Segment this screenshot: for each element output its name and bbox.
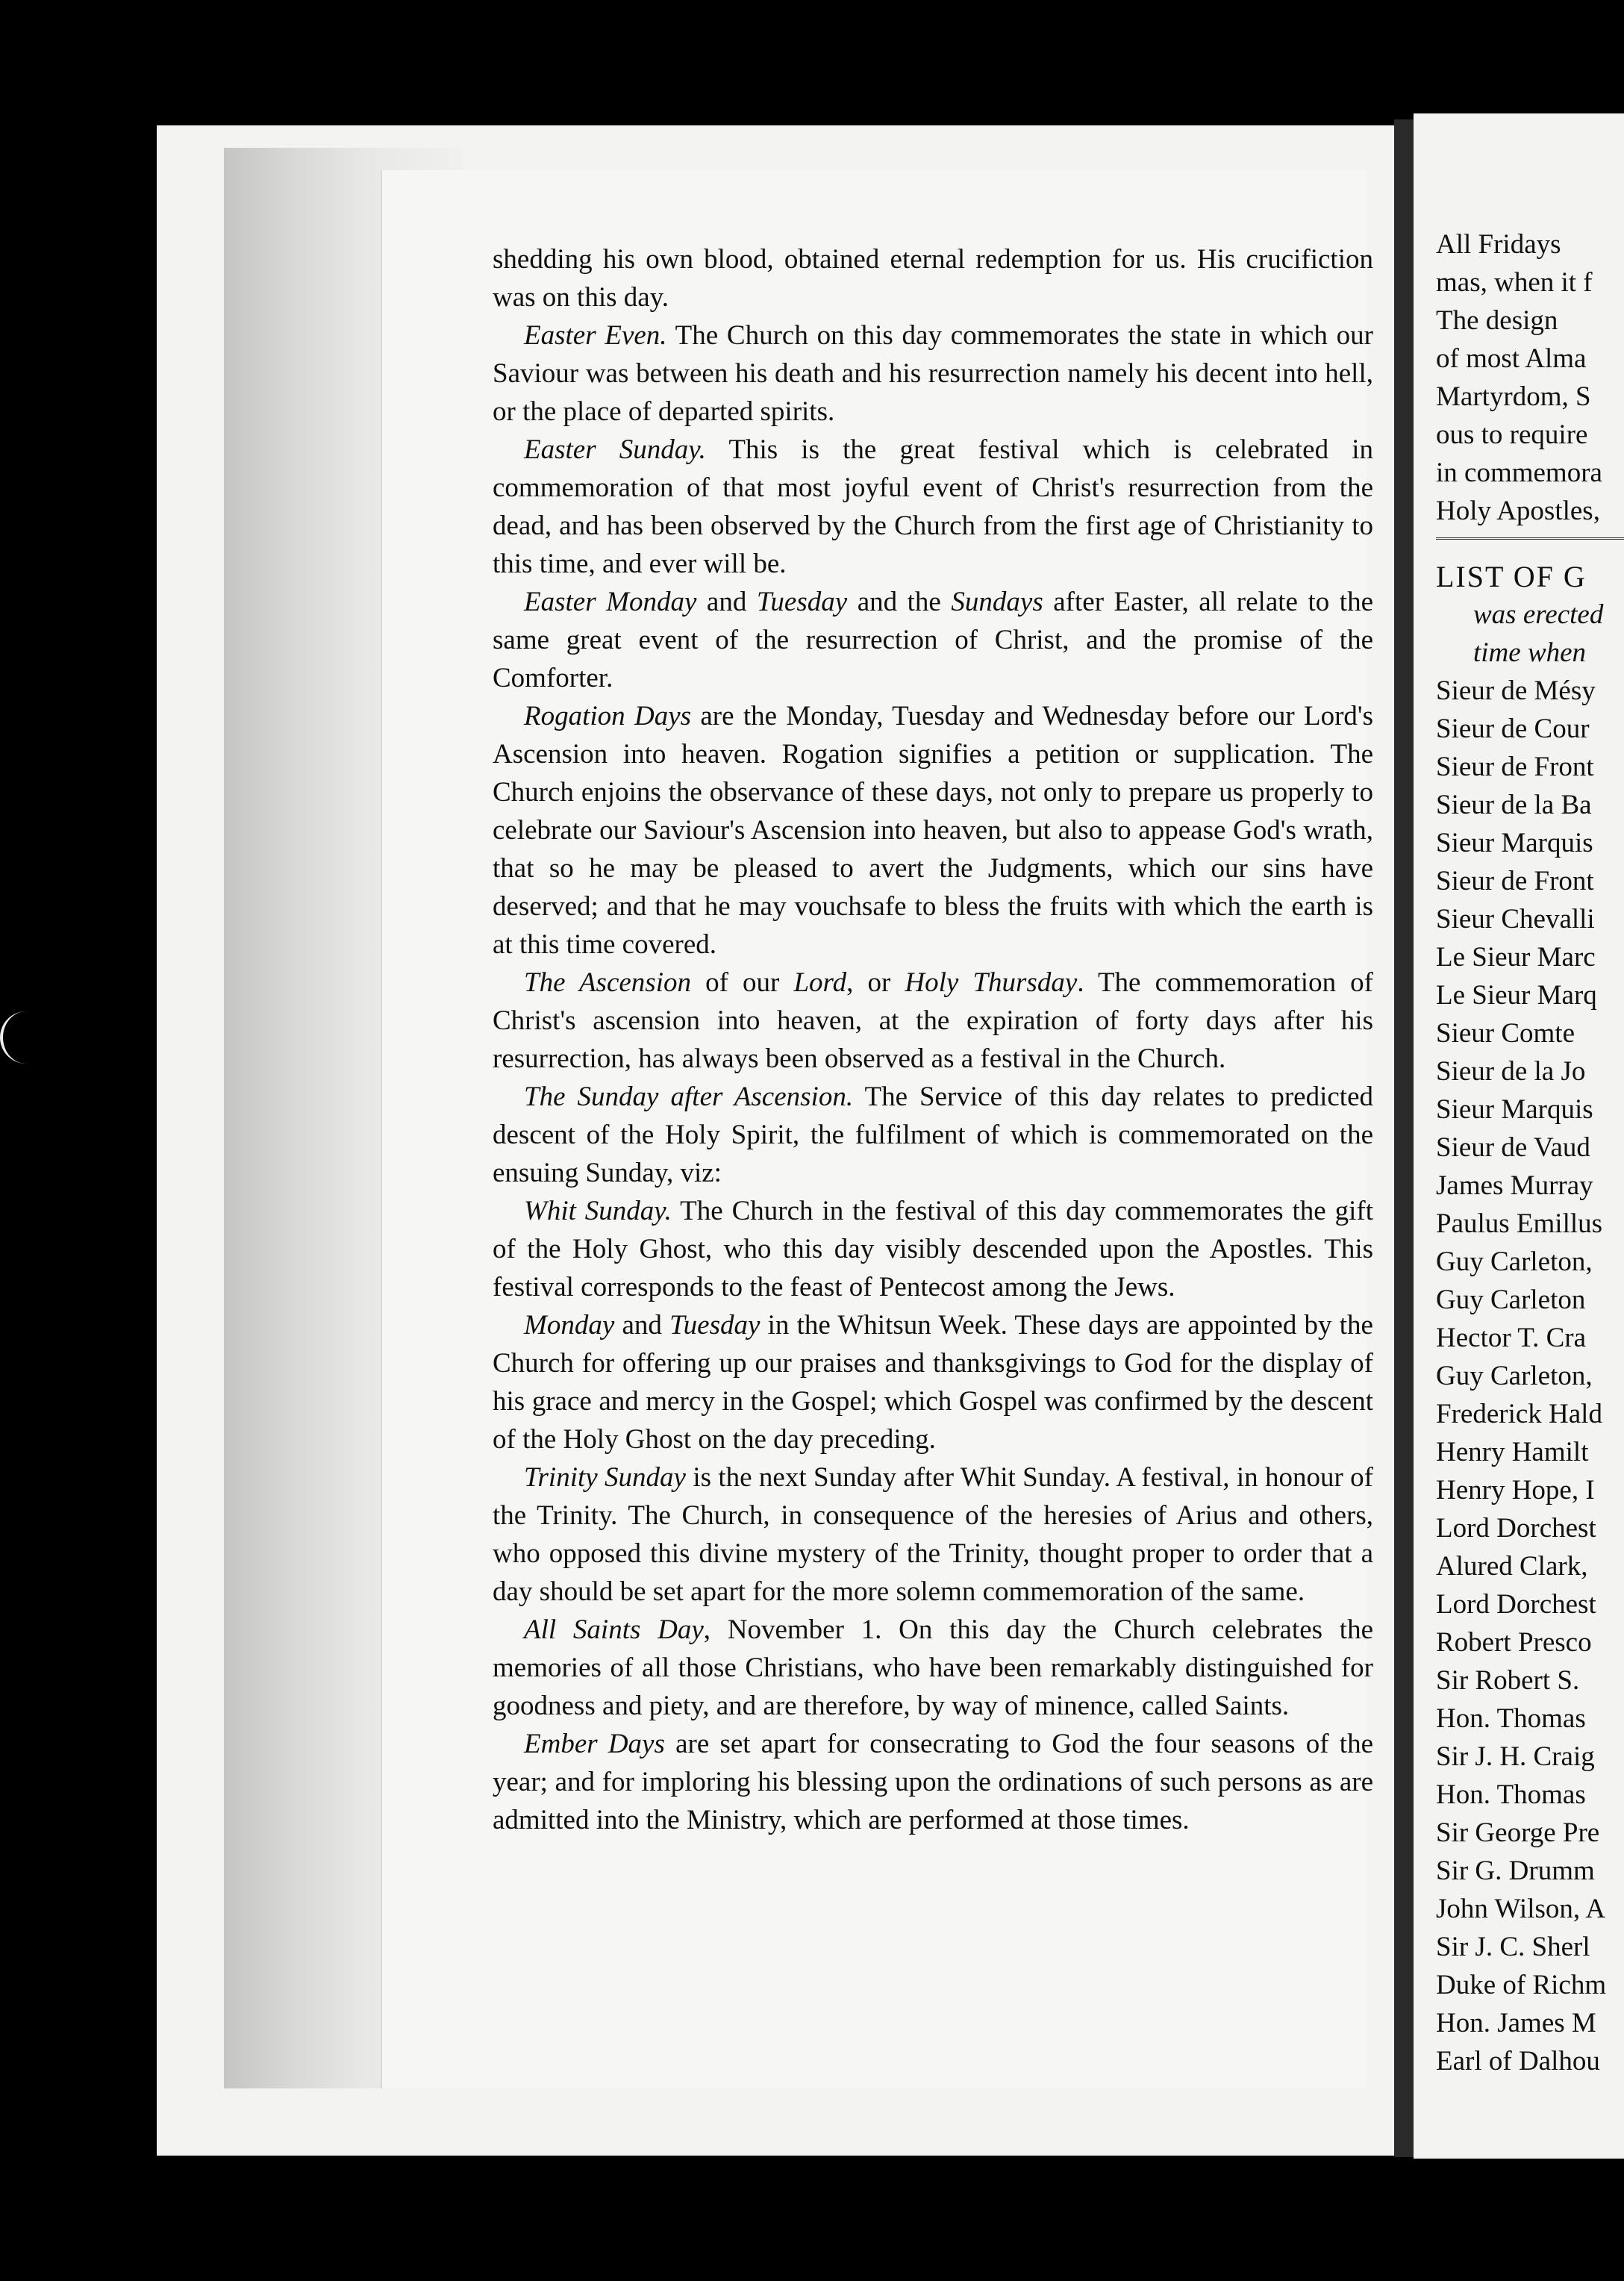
italic-term: The Sunday after Ascension. bbox=[524, 1082, 854, 1112]
list-heading: LIST OF G bbox=[1436, 560, 1587, 593]
right-page bbox=[1414, 113, 1624, 2159]
truncated-line: All Fridays bbox=[1436, 229, 1561, 260]
paragraph bbox=[493, 1725, 1373, 1839]
governor-name: Sieur de Front bbox=[1436, 752, 1594, 782]
governor-name: Le Sieur Marc bbox=[1436, 942, 1596, 973]
paragraph bbox=[493, 1458, 1373, 1611]
paragraph bbox=[493, 964, 1373, 1078]
governor-name: Sieur de Front bbox=[1436, 866, 1594, 896]
text-run: , or bbox=[846, 967, 905, 998]
governor-name: Sieur de la Ba bbox=[1436, 790, 1592, 820]
governor-name: Guy Carleton, bbox=[1436, 1246, 1593, 1277]
governor-name: Sir G. Drumm bbox=[1436, 1856, 1595, 1886]
governor-name: Le Sieur Marq bbox=[1436, 980, 1597, 1011]
governor-name: Paulus Emillus bbox=[1436, 1208, 1603, 1239]
text-run: The Church on this day commemorates the state in which our Saviour was between his death and his resurrection namely his decent into hell, or the place of departed spirits. bbox=[493, 320, 1373, 427]
governor-name: Hon. Thomas bbox=[1436, 1779, 1586, 1810]
right-page-text bbox=[1436, 225, 1624, 2080]
italic-term: Whit Sunday. bbox=[524, 1196, 672, 1226]
book-gutter bbox=[1394, 119, 1414, 2157]
left-page-text bbox=[493, 240, 1373, 1839]
italic-term: Lord bbox=[793, 967, 847, 998]
text-run: This is the great festival which is celebrated in commemoration of that most joyful event of Christ's resurrection from the dead, and has been observed by the Church from the first age of Christianity to this time, and ever will be. bbox=[493, 434, 1373, 579]
truncated-line: of most Alma bbox=[1436, 343, 1587, 374]
governor-name: Sieur de Cour bbox=[1436, 714, 1590, 744]
governor-name: Henry Hamilt bbox=[1436, 1437, 1589, 1467]
text-run: of our bbox=[690, 967, 794, 998]
list-subheading: time when bbox=[1473, 637, 1587, 668]
truncated-line: ous to require bbox=[1436, 419, 1588, 450]
text-run: The Service of this day relates to predicted descent of the Holy Spirit, the fulfilment of which is commemorated on the ensuing Sunday, viz: bbox=[493, 1082, 1373, 1188]
italic-term: Monday bbox=[524, 1310, 615, 1341]
italic-term: The Ascension bbox=[524, 967, 691, 998]
paragraph bbox=[493, 1192, 1373, 1306]
italic-term: Easter Sunday. bbox=[524, 434, 706, 465]
truncated-line: mas, when it f bbox=[1436, 267, 1593, 298]
italic-term: Rogation Days bbox=[524, 701, 692, 731]
governor-name: Sir J. C. Sherl bbox=[1436, 1932, 1590, 1962]
paragraph bbox=[493, 1306, 1373, 1458]
governor-name: John Wilson, A bbox=[1436, 1894, 1606, 1924]
text-run: and bbox=[696, 587, 757, 617]
paragraph bbox=[493, 316, 1373, 431]
governor-name: Sieur Marquis bbox=[1436, 1094, 1593, 1125]
governor-name: Alured Clark, bbox=[1436, 1551, 1588, 1582]
governor-name: Sieur Marquis bbox=[1436, 828, 1593, 858]
list-subheading: was erected bbox=[1473, 599, 1604, 630]
governor-name: Sir Robert S. bbox=[1436, 1665, 1580, 1696]
text-run: . The commemoration of Christ's ascension into heaven, at the expiration of forty days after his resurrection, has always been observed as a festival in the Church. bbox=[493, 967, 1374, 1074]
text-run: after Easter, all relate to the same great event of the resurrection of Christ, and the promise of the Comforter. bbox=[493, 587, 1373, 693]
governor-name: Frederick Hald bbox=[1436, 1399, 1602, 1429]
paragraph bbox=[493, 583, 1373, 697]
text-run: are set apart for consecrating to God the four seasons of the year; and for imploring his blessing upon the ordinations of such persons as are admitted into the Ministry, which are performed at those times. bbox=[493, 1729, 1374, 1835]
ornamental-rule bbox=[1436, 537, 1624, 547]
governor-name: Guy Carleton bbox=[1436, 1285, 1586, 1315]
governor-name: Sieur de Mésy bbox=[1436, 675, 1596, 706]
text-run: in the Whitsun Week. These days are appointed by the Church for offering up our praises and thanksgivings to God for the display of his grace and mercy in the Gospel; which Gospel was confirmed by the descent of the Holy Ghost on the day preceding. bbox=[493, 1310, 1373, 1455]
truncated-line: in commemora bbox=[1436, 458, 1602, 488]
italic-term: All Saints Day bbox=[524, 1614, 704, 1645]
italic-term: Easter Monday bbox=[524, 587, 697, 617]
governor-name: Henry Hope, I bbox=[1436, 1475, 1595, 1505]
governor-name: Earl of Dalhou bbox=[1436, 2046, 1600, 2076]
governor-name: Hon. Thomas bbox=[1436, 1703, 1586, 1734]
scan-artifact bbox=[0, 1011, 33, 1064]
governor-name: Sir J. H. Craig bbox=[1436, 1741, 1595, 1772]
text-run: , November 1. On this day the Church celebrates the memories of all those Christians, who have been remarkably distinguished for goodness and piety, and are therefore, by way of minence, called Saints. bbox=[493, 1614, 1373, 1721]
governor-name: Sieur Comte bbox=[1436, 1018, 1575, 1049]
governor-name: Duke of Richm bbox=[1436, 1970, 1607, 2000]
truncated-line: Martyrdom, S bbox=[1436, 381, 1591, 412]
paragraph bbox=[493, 1078, 1373, 1192]
text-run: and bbox=[614, 1310, 670, 1341]
truncated-line: Holy Apostles, bbox=[1436, 496, 1600, 526]
governor-name: Lord Dorchest bbox=[1436, 1513, 1596, 1544]
italic-term: Tuesday bbox=[756, 587, 848, 617]
governor-name: Lord Dorchest bbox=[1436, 1589, 1596, 1620]
paragraph bbox=[493, 697, 1373, 964]
italic-term: Trinity Sunday bbox=[524, 1462, 686, 1493]
italic-term: Holy Thursday bbox=[905, 967, 1078, 998]
italic-term: Easter Even. bbox=[524, 320, 667, 351]
truncated-line: The design bbox=[1436, 305, 1558, 336]
governor-name: Sir George Pre bbox=[1436, 1817, 1600, 1848]
text-run: is the next Sunday after Whit Sunday. A festival, in honour of the Trinity. The Church, in consequence of the heresies of Arius and others, who opposed this divine mystery of the Trinity, thought proper to order that a day should be set apart for the more solemn commemoration of the same. bbox=[493, 1462, 1373, 1607]
italic-term: Ember Days bbox=[524, 1729, 665, 1759]
paragraph bbox=[493, 240, 1373, 316]
governor-name: Hector T. Cra bbox=[1436, 1323, 1587, 1353]
governor-name: Sieur de la Jo bbox=[1436, 1056, 1586, 1087]
text-run: and the bbox=[847, 587, 952, 617]
governor-name: Hon. James M bbox=[1436, 2008, 1596, 2038]
italic-term: Tuesday bbox=[669, 1310, 761, 1341]
governor-name: Sieur de Vaud bbox=[1436, 1132, 1590, 1163]
governor-name: Robert Presco bbox=[1436, 1627, 1592, 1658]
text-run: The Church in the festival of this day commemorates the gift of the Holy Ghost, who this day visibly descended upon the Apostles. This festival corresponds to the feast of Pentecost among the Jews. bbox=[493, 1196, 1373, 1302]
italic-term: Sundays bbox=[951, 587, 1043, 617]
governor-name: James Murray bbox=[1436, 1170, 1593, 1201]
paragraph bbox=[493, 1611, 1373, 1725]
text-run: shedding his own blood, obtained eternal redemption for us. His crucifiction was on this day. bbox=[493, 244, 1373, 313]
paragraph bbox=[493, 431, 1373, 583]
governor-name: Sieur Chevalli bbox=[1436, 904, 1595, 934]
text-run: are the Monday, Tuesday and Wednesday before our Lord's Ascension into heaven. Rogation signifies a petition or supplication. The Church enjoins the observance of these days, not only to prepare us properly to celebrate our Saviour's Ascension into heaven, but also to appease God's wrath, that so he may be pleased to avert the Judgments, which our sins have deserved; and that he may vouchsafe to bless the fruits with which the earth is at this time covered. bbox=[493, 701, 1374, 960]
governor-name: Guy Carleton, bbox=[1436, 1361, 1593, 1391]
